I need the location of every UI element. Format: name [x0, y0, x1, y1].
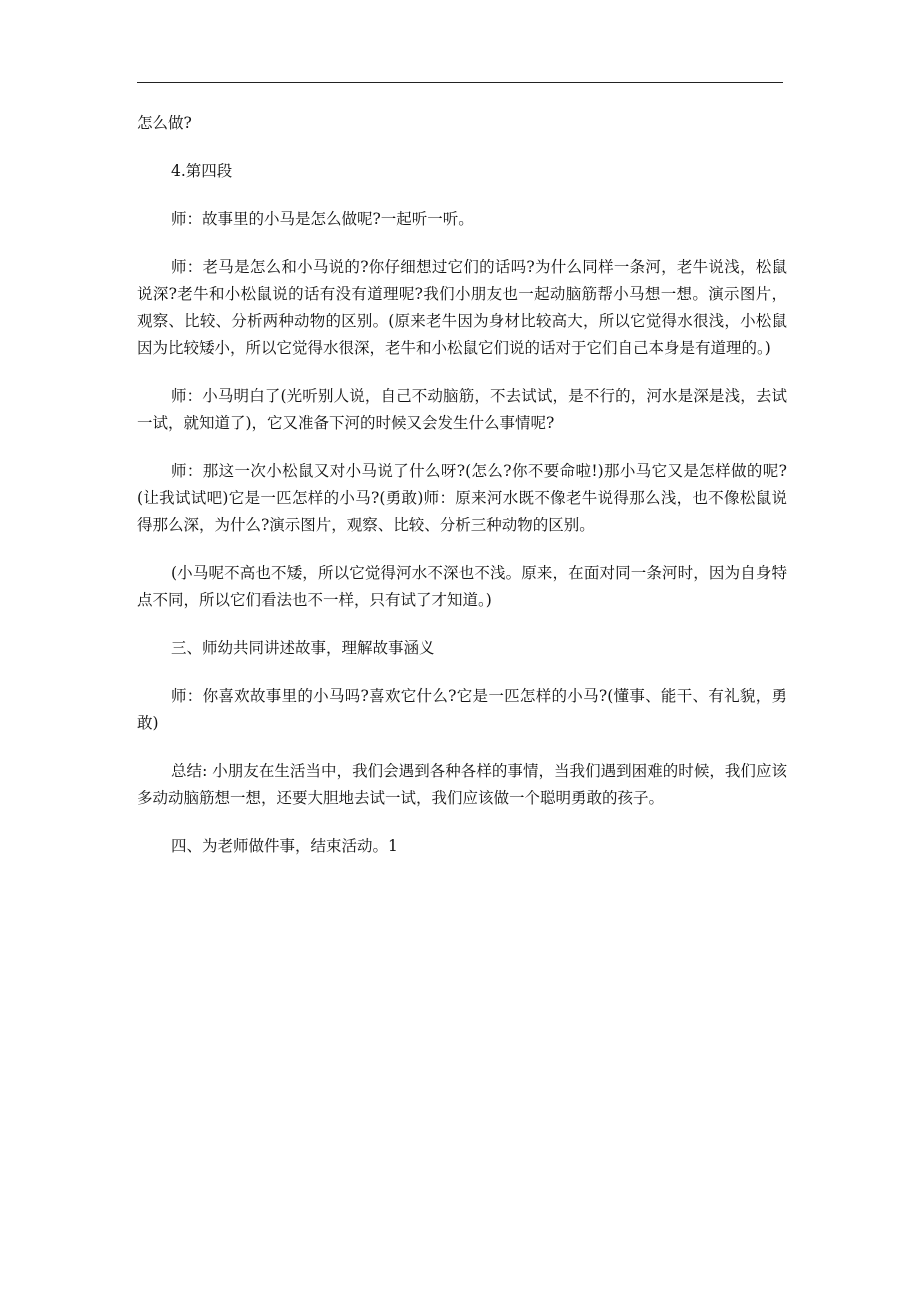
document-body [137, 110, 787, 881]
paragraph-pony-explanation: (小马呢不高也不矮，所以它觉得河水不深也不浅。原来，在面对同一条河时，因为自身特点不同，所以它们看法也不一样，只有试了才知道。) [137, 564, 787, 609]
paragraph-summary: 总结: 小朋友在生活当中，我们会遇到各种各样的事情，当我们遇到困难的时候，我们应该多动动脑筋想一想，还要大胆地去试一试，我们应该做一个聪明勇敢的孩子。 [137, 762, 787, 807]
paragraph-teacher-old-horse: 师：老马是怎么和小马说的?你仔细想过它们的话吗?为什么同样一条河，老牛说浅，松鼠说深?老牛和小松鼠说的话有没有道理呢?我们小朋友也一起动脑筋帮小马想一想。演示图片，观察、比较、分析两种动物的区别。(原来老牛因为身材比较高大，所以它觉得水很浅，小松鼠因为比较矮小，所以它觉得水很深，老牛和小松鼠它们说的话对于它们自己本身是有道理的。) [137, 258, 787, 357]
paragraph-teacher-listen: 师：故事里的小马是怎么做呢?一起听一听。 [171, 210, 474, 228]
section-heading-part-four: 4.第四段 [171, 162, 233, 180]
paragraph-teacher-squirrel-again: 师：那这一次小松鼠又对小马说了什么呀?(怎么?你不要命啦!)那小马它又是怎样做的呢?(让我试试吧)它是一匹怎样的小马?(勇敢)师：原来河水既不像老牛说得那么浅，也不像松鼠说得那么深，为什么?演示图片，观察、比较、分析三种动物的区别。 [137, 462, 787, 534]
section-heading-part-three: 三、师幼共同讲述故事，理解故事涵义 [171, 639, 435, 657]
section-heading-part-four-end: 四、为老师做件事，结束活动。1 [171, 837, 398, 855]
paragraph-teacher-pony-understood: 师：小马明白了(光听别人说，自己不动脑筋，不去试试，是不行的，河水是深是浅，去试一试，就知道了)，它又准备下河的时候又会发生什么事情呢? [137, 387, 787, 432]
paragraph-continuation: 怎么做? [137, 114, 192, 132]
header-rule [137, 82, 783, 83]
paragraph-teacher-like-pony: 师：你喜欢故事里的小马吗?喜欢它什么?它是一匹怎样的小马?(懂事、能干、有礼貌，勇敢) [137, 687, 787, 732]
